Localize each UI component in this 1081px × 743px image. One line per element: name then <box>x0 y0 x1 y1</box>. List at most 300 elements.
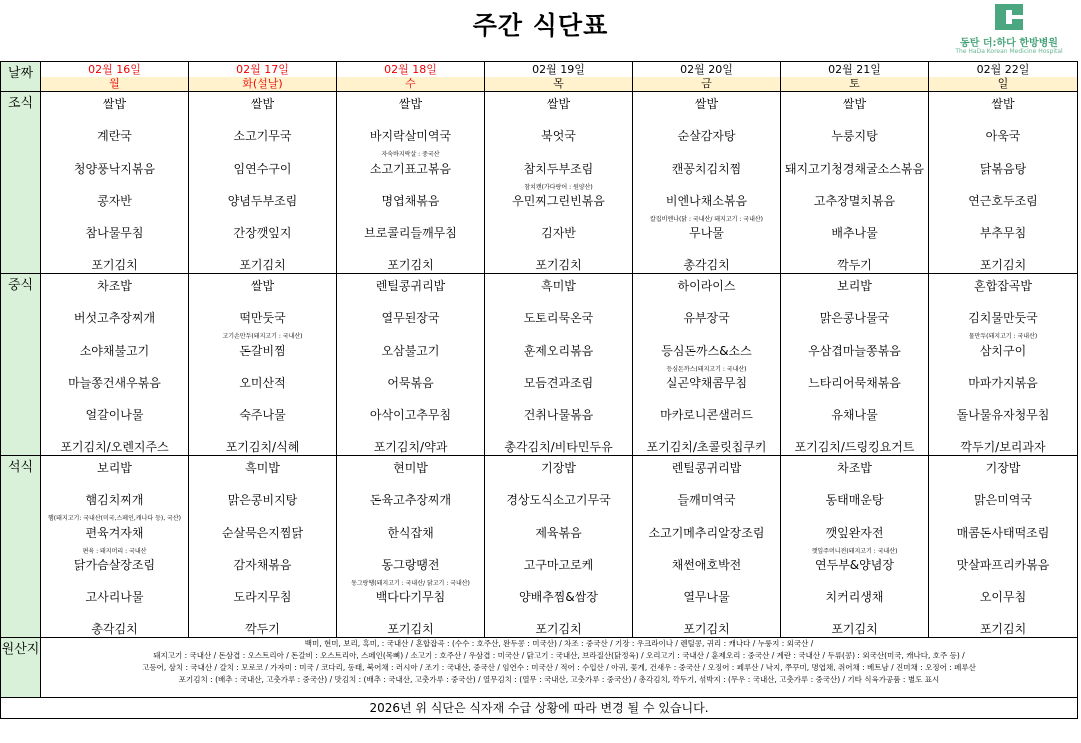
menu-item <box>337 371 484 403</box>
menu-item-name: 쌀밥 <box>398 97 423 111</box>
menu-item-name: 소야채불고기 <box>79 343 150 358</box>
menu-item <box>189 456 336 488</box>
menu-item-name: 연두부&양념장 <box>815 557 894 572</box>
menu-item-name: 부추무침 <box>979 226 1027 241</box>
header <box>0 0 1081 60</box>
menu-item <box>189 488 336 520</box>
breakfast-cell <box>781 92 929 274</box>
menu-item-name: 깍두기/보리과자 <box>960 440 1046 455</box>
menu-item-name: 콩자반 <box>97 193 132 208</box>
menu-item-name: 우민찌그린빈볶음 <box>512 193 605 208</box>
menu-item-name: 맑은콩나물국 <box>819 311 890 326</box>
menu-item <box>485 435 632 455</box>
origin-note: 물만두(돼지고기 : 국내산) <box>968 333 1038 341</box>
menu-item <box>41 456 188 488</box>
breakfast-label: 조식 <box>1 92 41 274</box>
menu-item-name: 명엽채볶음 <box>381 193 440 208</box>
menu-item-name: 연근호두조림 <box>968 193 1038 208</box>
menu-item <box>337 435 484 455</box>
menu-item-name: 깍두기 <box>837 258 872 273</box>
menu-item-name: 어묵볶음 <box>387 375 434 390</box>
menu-item-name: 치커리생채 <box>825 590 884 605</box>
origin-line: 돼지고기 : 국내산 / 돈삼겹 : 오스트리아 / 돈갈비 : 오스트리아, 스페인(목뼈) / 소고기 : 호주산 / 우삼겹 : 미국산 / 닭고기 : 국내산, 브라질산(닭정육) / 오리고기 : 국내산 / 훈제오리 : 중국산 / 계란 : 국내산 / 두류(콩) : 외국산(미국, 캐나다, 호주 등) / <box>153 651 965 660</box>
menu-item <box>929 521 1077 553</box>
menu-item <box>485 124 632 156</box>
menu-item-name: 렌틸콩귀리밥 <box>671 461 742 475</box>
menu-item <box>485 189 632 221</box>
origin-info <box>41 638 1078 698</box>
menu-item-name: 총각김치 <box>683 258 730 273</box>
menu-item-name: 실곤약채콤무침 <box>665 375 748 390</box>
menu-item <box>41 488 188 523</box>
date-text: 02월 19일 <box>532 63 585 76</box>
origin-note: 칼집비엔나(닭 : 국내산/ 돼지고기 : 국내산) <box>649 215 764 223</box>
menu-item <box>633 189 780 221</box>
menu-item <box>41 435 188 455</box>
menu-item <box>189 189 336 221</box>
lunch-cell <box>781 274 929 456</box>
menu-item <box>485 488 632 520</box>
logo-name: 동탄 더:하다 한방병원 <box>960 38 1058 49</box>
breakfast-cell <box>189 92 337 274</box>
menu-item <box>633 157 780 189</box>
menu-item-name: 마카로니콘샐러드 <box>660 408 753 423</box>
menu-item <box>929 253 1077 273</box>
menu-item <box>633 435 780 455</box>
menu-item <box>485 456 632 488</box>
menu-item <box>929 92 1077 124</box>
hospital-logo <box>953 4 1065 58</box>
menu-item <box>929 553 1077 585</box>
menu-item-name: 계란국 <box>97 129 132 144</box>
menu-item <box>485 92 632 124</box>
menu-item-name: 아욱국 <box>985 129 1021 144</box>
menu-item <box>485 371 632 403</box>
menu-item <box>633 371 780 403</box>
menu-item-name: 유채나물 <box>831 408 878 423</box>
menu-item-name: 순살묵은지찜닭 <box>221 525 304 540</box>
menu-item-name: 우삼겹마늘쫑볶음 <box>808 343 901 358</box>
menu-item-name: 포기김치 <box>979 622 1027 637</box>
menu-item <box>929 617 1077 637</box>
menu-item-name: 도토리묵온국 <box>523 311 594 326</box>
breakfast-cell <box>485 92 633 274</box>
origin-note: 편육 : 돼지머리 : 국내산 <box>82 547 147 555</box>
dinner-cell <box>189 456 337 638</box>
lunch-cell <box>633 274 781 456</box>
menu-item <box>633 456 780 488</box>
footer-notice: 2026년 위 식단은 식자재 수급 상황에 따라 변경 될 수 있습니다. <box>1 698 1078 719</box>
menu-item <box>929 221 1077 253</box>
menu-item-name: 깻잎완자전 <box>825 525 884 540</box>
date-text: 02월 18일 <box>384 63 437 76</box>
dinner-cell <box>41 456 189 638</box>
menu-item <box>337 124 484 159</box>
menu-item <box>633 403 780 435</box>
menu-item-name: 포기김치 <box>831 622 878 637</box>
menu-item <box>929 339 1077 371</box>
day-header <box>929 62 1078 92</box>
menu-item-name: 포기김치/약과 <box>373 440 448 455</box>
origin-note: 깻잎주머니전(돼지고기 : 국내산) <box>811 547 898 555</box>
menu-item <box>337 521 484 553</box>
menu-item <box>337 221 484 253</box>
menu-item-name: 삼치구이 <box>979 343 1027 358</box>
menu-item-name: 캔꽁치김치찜 <box>671 161 742 176</box>
menu-item <box>41 339 188 371</box>
menu-item <box>633 339 780 371</box>
origin-note: 자숙바지락살 : 중국산 <box>381 151 440 159</box>
menu-item-name: 포기김치 <box>535 258 582 273</box>
dinner-cell <box>781 456 929 638</box>
menu-item-name: 하이라이스 <box>677 279 736 293</box>
menu-item-name: 순살감자탕 <box>677 129 736 144</box>
menu-item <box>189 253 336 273</box>
menu-item-name: 맑은콩비지탕 <box>227 493 298 508</box>
lunch-cell <box>337 274 485 456</box>
menu-item-name: 포기김치/드링킹요거트 <box>794 440 915 455</box>
menu-item-name: 양념두부조림 <box>227 193 298 208</box>
menu-item <box>337 585 484 617</box>
menu-item <box>41 124 188 156</box>
menu-item <box>189 339 336 371</box>
menu-item <box>929 435 1077 455</box>
footer-row <box>1 698 1078 719</box>
menu-item <box>41 253 188 273</box>
menu-item-name: 차조밥 <box>837 461 872 475</box>
menu-item <box>781 221 928 253</box>
menu-item <box>781 189 928 221</box>
menu-item-name: 간장깻잎지 <box>233 226 292 241</box>
dinner-label: 석식 <box>1 456 41 638</box>
menu-item-name: 총각김치/비타민두유 <box>504 440 613 455</box>
origin-line: 백미, 현미, 보리, 흑미, : 국내산 / 혼합잡곡 : (수수 : 호주산, 완두콩 : 미국산) / 차조 : 중국산 / 기장 : 우크라이나 / 렌틸콩, 귀리 : 캐나다 / 누룽지 : 외국산 / <box>304 639 814 648</box>
menu-item <box>781 456 928 488</box>
menu-item <box>189 521 336 553</box>
menu-item-name: 소고기메추리알장조림 <box>648 525 765 540</box>
menu-item-name: 흑미밥 <box>541 279 576 293</box>
day-header <box>189 62 337 92</box>
menu-item-name: 오삼불고기 <box>381 343 440 358</box>
menu-item-name: 쌀밥 <box>991 97 1015 111</box>
menu-item-name: 쌀밥 <box>102 97 127 111</box>
menu-item-name: 렌틸콩귀리밥 <box>375 279 446 293</box>
menu-item-name: 닭가슴살장조림 <box>73 557 156 572</box>
menu-item <box>41 403 188 435</box>
menu-item <box>189 221 336 253</box>
menu-item <box>41 221 188 253</box>
menu-item <box>485 274 632 306</box>
menu-item-name: 오이무침 <box>979 590 1027 605</box>
menu-item-name: 한식잡채 <box>387 525 434 540</box>
menu-item <box>485 617 632 637</box>
menu-item <box>337 456 484 488</box>
lunch-row <box>1 274 1078 456</box>
menu-item <box>337 157 484 189</box>
day-header <box>633 62 781 92</box>
lunch-cell <box>929 274 1078 456</box>
menu-item-name: 양배추찜&쌈장 <box>519 590 598 605</box>
menu-item-name: 버섯고추장찌개 <box>73 311 156 326</box>
menu-item <box>41 92 188 124</box>
menu-item <box>41 617 188 637</box>
menu-item-name: 깍두기 <box>245 622 280 637</box>
menu-item-name: 채썬애호박전 <box>671 557 742 572</box>
date-text: 02월 16일 <box>88 63 141 76</box>
menu-item <box>485 553 632 585</box>
weekday-text: 금 <box>633 77 780 91</box>
menu-item-name: 열무된장국 <box>381 311 440 326</box>
logo-subtitle: The HaDa Korean Medicine Hospital <box>955 48 1063 55</box>
menu-item <box>189 585 336 617</box>
menu-item-name: 백다다기무침 <box>375 590 446 605</box>
origin-note: 고기손만두(돼지고기 : 국내산) <box>222 333 303 341</box>
menu-item-name: 포기김치 <box>91 258 138 273</box>
origin-note: 참치캔(가다랑어 : 원양산) <box>524 183 593 191</box>
menu-item-name: 모듬견과조림 <box>523 375 594 390</box>
menu-item <box>633 617 780 637</box>
menu-item <box>633 92 780 124</box>
menu-item-name: 편육겨자채 <box>85 525 144 540</box>
menu-item <box>337 488 484 520</box>
menu-item <box>929 585 1077 617</box>
logo-mark-icon <box>995 4 1023 30</box>
breakfast-row <box>1 92 1078 274</box>
menu-item <box>41 157 188 189</box>
menu-item-name: 맛살파프리카볶음 <box>956 557 1050 572</box>
origin-row <box>1 638 1078 698</box>
menu-item-name: 닭볶음탕 <box>979 161 1027 176</box>
menu-item <box>189 274 336 306</box>
menu-item <box>781 488 928 520</box>
menu-item-name: 보리밥 <box>97 461 132 475</box>
menu-item <box>337 339 484 371</box>
menu-item-name: 쌀밥 <box>546 97 571 111</box>
menu-item <box>929 124 1077 156</box>
menu-item <box>485 403 632 435</box>
menu-item-name: 흑미밥 <box>245 461 280 475</box>
menu-item-name: 참나물무침 <box>85 226 144 241</box>
menu-item-name: 포기김치/오렌지주스 <box>60 440 169 455</box>
menu-item-name: 포기김치 <box>979 258 1027 273</box>
weekday-text: 토 <box>781 77 928 91</box>
origin-line: 포기김치 : (배추 : 국내산, 고춧가루 : 중국산) / 맛김치 : (배추 : 국내산, 고춧가루 : 중국산) / 열무김치 : (열무 : 국내산, 고춧가루 : 중국산) / 총각김치, 깍두기, 섞박지 : (무우 : 국내산, 고춧가루 : 중국산) / 기타 식육가공품 : 별도 표시 <box>178 675 940 684</box>
menu-item <box>485 221 632 253</box>
menu-item <box>41 306 188 338</box>
menu-item <box>337 403 484 435</box>
menu-item <box>337 617 484 637</box>
menu-item <box>929 403 1077 435</box>
menu-item <box>189 157 336 189</box>
menu-item <box>189 306 336 341</box>
menu-item <box>781 521 928 553</box>
menu-item <box>781 403 928 435</box>
menu-item <box>189 124 336 156</box>
menu-item-name: 참치두부조림 <box>523 161 594 176</box>
menu-item-name: 느타리어묵채볶음 <box>808 375 901 390</box>
day-header <box>41 62 189 92</box>
menu-item <box>485 521 632 553</box>
menu-item <box>633 488 780 520</box>
weekday-text: 수 <box>337 77 484 91</box>
menu-item-name: 감자채볶음 <box>233 557 292 572</box>
lunch-cell <box>189 274 337 456</box>
menu-item <box>485 253 632 273</box>
menu-item-name: 동그랑땡전 <box>381 557 440 572</box>
menu-item-name: 소고기무국 <box>233 129 292 144</box>
menu-item <box>41 189 188 221</box>
menu-item-name: 북엇국 <box>541 129 576 144</box>
date-text: 02월 17일 <box>236 63 289 76</box>
menu-item-name: 얼갈이나물 <box>85 408 144 423</box>
origin-line: 고등어, 삼치 : 국내산 / 갈치 : 모로코 / 가자미 : 미국 / 코다리, 동태, 북어채 : 러시아 / 조기 : 국내산, 중국산 / 임연수 : 미국산 / 적어 : 수입산 / 아귀, 꽃게, 건새우 : 중국산 / 오징어 : 페루산 / 낙지, 쭈꾸미, 명엽채, 쥐어채 : 베트남 / 진미채 : 오징어 : 페루산 <box>142 663 976 672</box>
menu-item-name: 떡만둣국 <box>239 311 286 326</box>
menu-item-name: 기장밥 <box>541 461 576 475</box>
menu-item-name: 브로콜리들깨무침 <box>364 226 457 241</box>
origin-note: 동그랑땡(돼지고기 : 국내산/ 닭고기 : 국내산) <box>351 579 470 587</box>
menu-item <box>781 435 928 455</box>
menu-item-name: 맑은미역국 <box>974 493 1032 508</box>
menu-item-name: 제육볶음 <box>535 525 582 540</box>
menu-item <box>929 371 1077 403</box>
menu-item-name: 혼합잡곡밥 <box>974 279 1032 293</box>
menu-item <box>189 371 336 403</box>
menu-item-name: 열무나물 <box>683 590 730 605</box>
weekday-text: 화(설날) <box>189 77 336 91</box>
date-row <box>1 62 1078 92</box>
menu-item <box>633 274 780 306</box>
weekday-text: 월 <box>41 77 188 91</box>
menu-item <box>41 553 188 585</box>
menu-item-name: 쌀밥 <box>842 97 867 111</box>
menu-item-name: 돌나물유자청무침 <box>956 408 1050 423</box>
menu-item-name: 돈갈비찜 <box>239 343 286 358</box>
menu-item <box>189 435 336 455</box>
menu-item-name: 김자반 <box>541 226 576 241</box>
menu-item-name: 배추나물 <box>831 226 878 241</box>
menu-item <box>485 585 632 617</box>
origin-label: 원산지 <box>1 638 41 698</box>
menu-item-name: 숙주나물 <box>239 408 286 423</box>
menu-item-name: 등심돈까스&소스 <box>661 343 752 358</box>
menu-item-name: 차조밥 <box>97 279 132 293</box>
menu-item <box>929 274 1077 306</box>
menu-item-name: 무나물 <box>689 226 724 241</box>
menu-item <box>41 274 188 306</box>
menu-item <box>41 371 188 403</box>
menu-item <box>781 157 928 189</box>
menu-item <box>337 306 484 338</box>
menu-item-name: 매콤돈사태떡조림 <box>956 525 1050 540</box>
menu-item-name: 임연수구이 <box>233 161 292 176</box>
menu-item-name: 총각김치 <box>91 622 138 637</box>
menu-item-name: 보리밥 <box>837 279 872 293</box>
menu-item-name: 포기김치 <box>387 622 434 637</box>
menu-item <box>633 221 780 253</box>
menu-item <box>337 189 484 221</box>
menu-item-name: 마늘쫑건새우볶음 <box>68 375 161 390</box>
date-label: 날짜 <box>1 62 41 92</box>
menu-item <box>189 92 336 124</box>
menu-item-name: 기장밥 <box>985 461 1021 475</box>
menu-item-name: 건취나물볶음 <box>523 408 594 423</box>
day-header <box>781 62 929 92</box>
breakfast-cell <box>41 92 189 274</box>
menu-item-name: 마파가지볶음 <box>968 375 1038 390</box>
menu-item <box>485 306 632 338</box>
day-header <box>337 62 485 92</box>
menu-item <box>485 339 632 371</box>
menu-item <box>781 92 928 124</box>
dinner-cell <box>633 456 781 638</box>
menu-item <box>337 553 484 585</box>
menu-item <box>781 253 928 273</box>
menu-item-name: 김치물만둣국 <box>968 311 1038 326</box>
menu-item <box>781 371 928 403</box>
breakfast-cell <box>337 92 485 274</box>
menu-item <box>929 157 1077 189</box>
dinner-cell <box>929 456 1078 638</box>
menu-item-name: 비엔나채소볶음 <box>665 193 748 208</box>
menu-item <box>189 553 336 585</box>
menu-item-name: 청양풍낙지볶음 <box>73 161 156 176</box>
menu-item-name: 현미밥 <box>393 461 428 475</box>
menu-item <box>633 253 780 273</box>
lunch-cell <box>485 274 633 456</box>
menu-item <box>929 189 1077 221</box>
menu-item-name: 바지락살미역국 <box>369 129 452 144</box>
menu-item-name: 쌀밥 <box>694 97 719 111</box>
menu-item-name: 돈육고추장찌개 <box>369 493 452 508</box>
page-title: 주간 식단표 <box>472 11 609 40</box>
menu-item-name: 훈제오리볶음 <box>523 343 594 358</box>
date-text: 02월 21일 <box>828 63 881 76</box>
menu-item-name: 고사리나물 <box>85 590 144 605</box>
menu-item <box>781 274 928 306</box>
menu-item <box>485 157 632 189</box>
menu-item-name: 포기김치 <box>535 622 582 637</box>
menu-item-name: 오미산적 <box>239 375 286 390</box>
date-text: 02월 20일 <box>680 63 733 76</box>
menu-item <box>633 585 780 617</box>
menu-item <box>189 617 336 637</box>
menu-item-name: 포기김치 <box>239 258 286 273</box>
menu-item <box>189 403 336 435</box>
menu-item <box>633 306 780 338</box>
date-text: 02월 22일 <box>976 63 1030 76</box>
menu-item-name: 포기김치 <box>683 622 730 637</box>
day-header <box>485 62 633 92</box>
menu-item-name: 쌀밥 <box>250 279 275 293</box>
menu-item <box>781 339 928 371</box>
menu-item-name: 햄김치찌개 <box>85 493 144 508</box>
menu-item-name: 소고기표고볶음 <box>369 161 452 176</box>
dinner-cell <box>337 456 485 638</box>
breakfast-cell <box>929 92 1078 274</box>
menu-item-name: 도라지무침 <box>233 590 292 605</box>
menu-item-name: 쌀밥 <box>250 97 275 111</box>
origin-note: 등심돈까스(돼지고기 : 국내산) <box>666 365 747 373</box>
lunch-label: 중식 <box>1 274 41 456</box>
menu-item <box>337 92 484 124</box>
menu-item <box>633 553 780 585</box>
menu-table <box>0 61 1078 719</box>
menu-item-name: 아삭이고추무침 <box>369 408 452 423</box>
menu-item-name: 누룽지탕 <box>831 129 878 144</box>
dinner-row <box>1 456 1078 638</box>
menu-item-name: 포기김치/초콜릿칩쿠키 <box>646 440 767 455</box>
menu-item <box>929 306 1077 341</box>
